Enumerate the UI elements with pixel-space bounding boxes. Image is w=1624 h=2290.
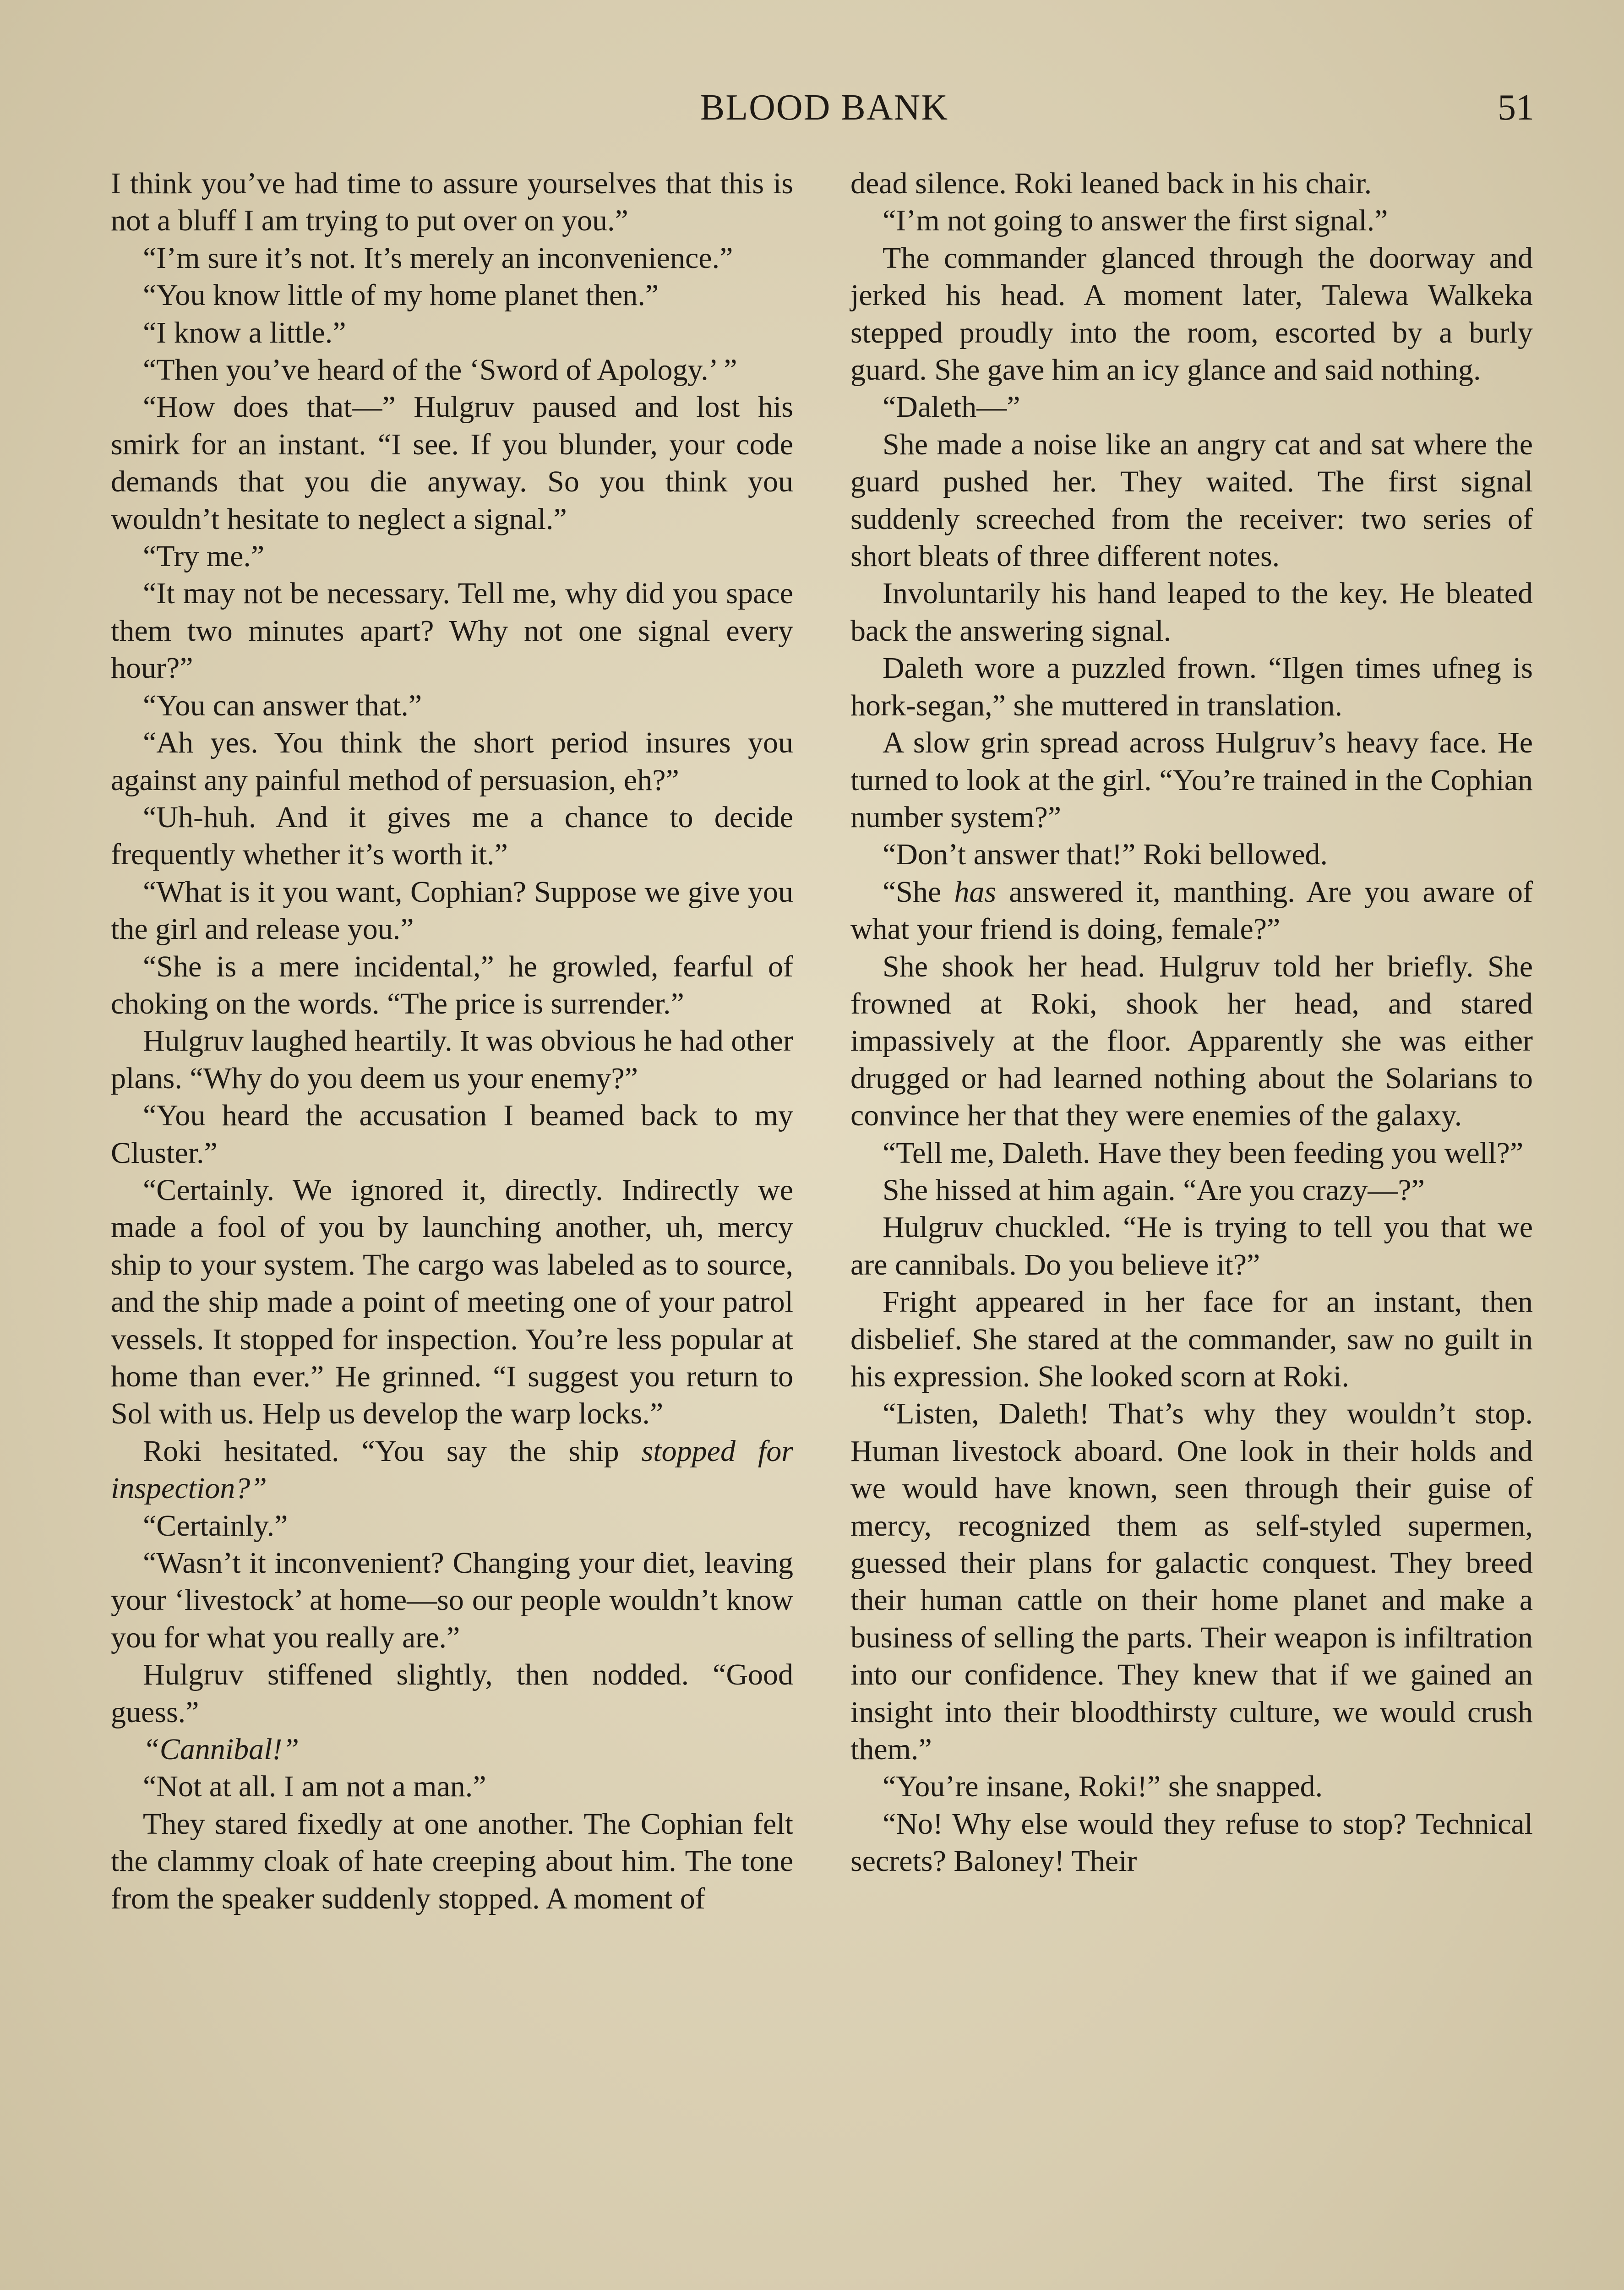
paragraph: A slow grin spread across Hulgruv’s heavy face. He turned to look at the girl. “You’re trained in the Cophian number system?” xyxy=(850,726,1533,834)
paragraph: “You’re insane, Roki!” she snapped. xyxy=(883,1770,1323,1804)
paragraph: “You can answer that.” xyxy=(143,688,422,722)
paragraph: “Then you’ve heard of the ‘Sword of Apology.’ ” xyxy=(143,353,737,387)
paragraph: “It may not be necessary. Tell me, why did you space them two minutes apart? Why not one signal every hour?” xyxy=(111,577,793,685)
paragraph: “Try me.” xyxy=(143,540,265,573)
paragraph: “No! Why else would they refuse to stop? Technical secrets? Baloney! Their xyxy=(850,1807,1533,1878)
paragraph xyxy=(111,1731,793,1768)
italic-text: stopped for inspection?” xyxy=(111,1434,793,1505)
paragraph: They stared fixedly at one another. The Cophian felt the clammy cloak of hate creeping about him. The tone from the speaker suddenly stopped. A moment of xyxy=(111,1807,793,1915)
paragraph-text: “She xyxy=(883,875,954,909)
paragraph: “Certainly. We ignored it, directly. Indirectly we made a fool of you by launching another, uh, mercy ship to your system. The cargo was labeled as to source, and the ship made a point of meeting one of your patrol vessels. It stopped for inspection. You’re less popular at home than ever.” He grinned. “I suggest you return to Sol with us. Help us develop the warp locks.” xyxy=(111,1173,793,1431)
paragraph: Hulgruv chuckled. “He is trying to tell you that we are cannibals. Do you believe it?” xyxy=(850,1210,1533,1281)
paragraph: “I’m not going to answer the first signal.” xyxy=(883,204,1388,238)
paragraph: “I know a little.” xyxy=(143,316,346,349)
paragraph: “Certainly.” xyxy=(143,1509,288,1543)
running-header-title: BLOOD BANK xyxy=(700,87,949,128)
italic-text: has xyxy=(954,875,997,909)
paragraph: She hissed at him again. “Are you crazy—?” xyxy=(883,1173,1425,1207)
paragraph-text: answered it, manthing. Are you aware of what your friend is doing, female?” xyxy=(850,875,1533,946)
paragraph: “Listen, Daleth! That’s why they wouldn’t stop. Human livestock aboard. One look in their holds and we would have known, seen through their guise of mercy, recognized them as self-styled supermen, guessed their plans for galactic conquest. They breed their human cattle on their home planet and make a business of selling the parts. Their weapon is infiltration into our confidence. They knew that if we gained an insight into their bloodthirsty culture, we would crush them.” xyxy=(850,1397,1533,1767)
italic-text: “Cannibal!” xyxy=(143,1733,300,1767)
paragraph: “What is it you want, Cophian? Suppose we give you the girl and release you.” xyxy=(111,875,793,946)
page-number: 51 xyxy=(1498,87,1534,128)
left-text-column xyxy=(111,165,793,1917)
paragraph: Hulgruv stiffened slightly, then nodded. “Good guess.” xyxy=(111,1658,793,1729)
paragraph: “She is a mere incidental,” he growled, fearful of choking on the words. “The price is surrender.” xyxy=(111,949,793,1020)
paragraph: Hulgruv laughed heartily. It was obvious he had other plans. “Why do you deem us your enemy?” xyxy=(111,1024,793,1095)
paragraph: “Daleth—” xyxy=(883,390,1020,424)
paragraph xyxy=(111,1433,793,1507)
paragraph: The commander glanced through the doorway and jerked his head. A moment later, Talewa Walkeka stepped proudly into the room, escorted by a burly guard. She gave him an icy glance and said nothing. xyxy=(850,241,1533,387)
paragraph: Fright appeared in her face for an instant, then disbelief. She stared at the commander, saw no guilt in his expression. She looked scorn at Roki. xyxy=(850,1285,1533,1393)
paragraph: “Not at all. I am not a man.” xyxy=(143,1770,486,1804)
paragraph: “Ah yes. You think the short period insures you against any painful method of persuasion, eh?” xyxy=(111,726,793,797)
paragraph: “Uh-huh. And it gives me a chance to decide frequently whether it’s worth it.” xyxy=(111,800,793,872)
paragraph-text: Roki hesitated. “You say the ship xyxy=(143,1434,642,1468)
paragraph: “Don’t answer that!” Roki bellowed. xyxy=(883,838,1328,872)
paragraph: “You heard the accusation I beamed back to my Cluster.” xyxy=(111,1099,793,1170)
paragraph: “I’m sure it’s not. It’s merely an inconvenience.” xyxy=(143,241,733,275)
paragraph: Involuntarily his hand leaped to the key. He bleated back the answering signal. xyxy=(850,577,1533,648)
paragraph: She shook her head. Hulgruv told her briefly. She frowned at Roki, shook her head, and stared impassively at the floor. Apparently she was either drugged or had learned nothing about the Solarians to convince her that they were enemies of the galaxy. xyxy=(850,949,1533,1133)
paragraph: “Tell me, Daleth. Have they been feeding you well?” xyxy=(883,1136,1524,1170)
paragraph xyxy=(850,873,1533,948)
paragraph: I think you’ve had time to assure yourselves that this is not a bluff I am trying to put over on you.” xyxy=(111,167,793,238)
paragraph: “How does that—” Hulgruv paused and lost his smirk for an instant. “I see. If you blunder, your code demands that you die anyway. So you think you wouldn’t hesitate to neglect a signal.” xyxy=(111,390,793,536)
paragraph: “Wasn’t it inconvenient? Changing your diet, leaving your ‘livestock’ at home—so our people wouldn’t know you for what you really are.” xyxy=(111,1546,793,1654)
paragraph: Daleth wore a puzzled frown. “Ilgen times ufneg is hork-segan,” she muttered in translation. xyxy=(850,651,1533,722)
paragraph: dead silence. Roki leaned back in his chair. xyxy=(850,167,1372,200)
paragraph: “You know little of my home planet then.” xyxy=(143,278,659,312)
right-text-column xyxy=(850,165,1533,1880)
paragraph: She made a noise like an angry cat and sat where the guard pushed her. They waited. The first signal suddenly screeched from the receiver: two series of short bleats of three different notes. xyxy=(850,427,1533,573)
